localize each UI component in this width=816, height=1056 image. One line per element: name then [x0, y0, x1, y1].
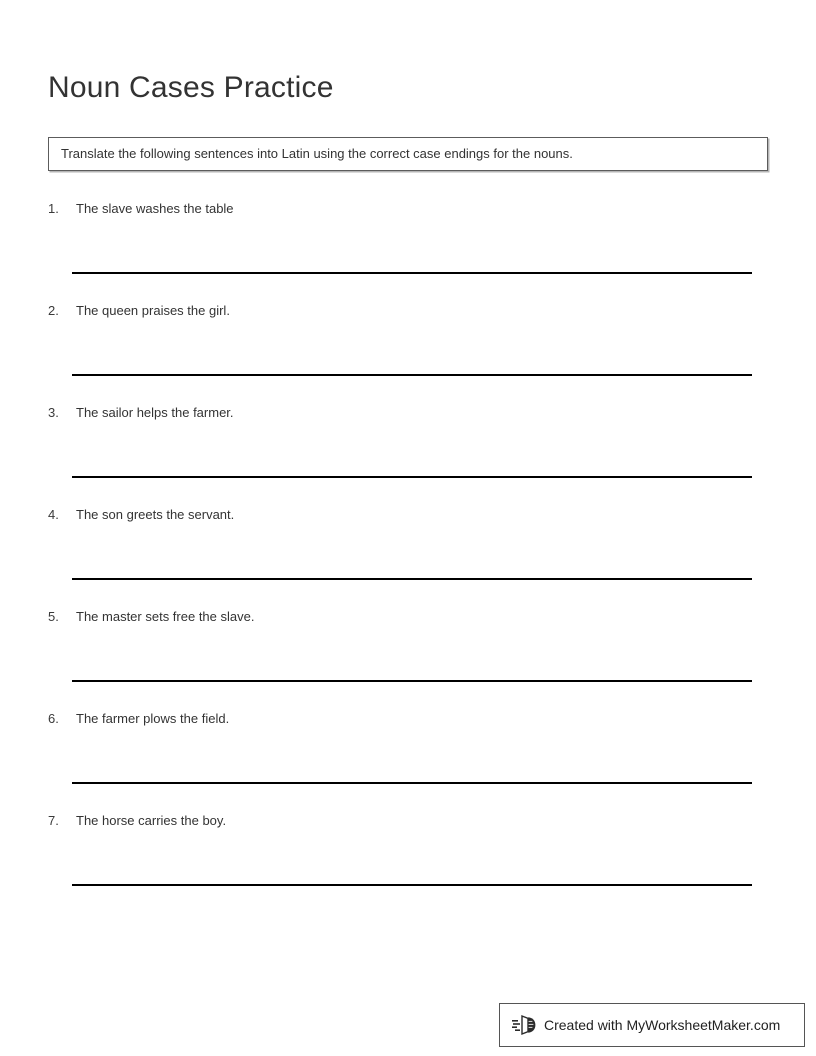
question-text: The sailor helps the farmer. — [76, 405, 234, 420]
question-item — [48, 812, 768, 914]
question-row — [48, 812, 768, 830]
answer-line[interactable] — [72, 272, 752, 274]
question-number: 3. — [48, 405, 59, 420]
question-number: 6. — [48, 711, 59, 726]
question-text: The slave washes the table — [76, 201, 234, 216]
page-title: Noun Cases Practice — [48, 71, 334, 105]
question-item — [48, 404, 768, 506]
question-row — [48, 404, 768, 422]
instruction-box — [48, 137, 768, 171]
question-text: The queen praises the girl. — [76, 303, 230, 318]
created-with-label: Created with MyWorksheetMaker.com — [544, 1017, 781, 1033]
question-item — [48, 608, 768, 710]
question-row — [48, 710, 768, 728]
question-list — [48, 200, 768, 914]
question-text: The horse carries the boy. — [76, 813, 227, 828]
question-item — [48, 200, 768, 302]
created-with-badge[interactable] — [499, 1003, 805, 1047]
question-row — [48, 200, 768, 218]
question-text: The son greets the servant. — [76, 507, 235, 522]
question-row — [48, 506, 768, 524]
question-item — [48, 302, 768, 404]
question-item — [48, 710, 768, 812]
answer-line[interactable] — [72, 782, 752, 784]
question-number: 1. — [48, 201, 59, 216]
question-item — [48, 506, 768, 608]
answer-line[interactable] — [72, 884, 752, 886]
answer-line[interactable] — [72, 476, 752, 478]
question-row — [48, 608, 768, 626]
question-text: The master sets free the slave. — [76, 609, 255, 624]
answer-line[interactable] — [72, 374, 752, 376]
question-number: 2. — [48, 303, 59, 318]
answer-line[interactable] — [72, 578, 752, 580]
question-text: The farmer plows the field. — [76, 711, 230, 726]
worksheet-maker-logo-icon — [512, 1014, 538, 1036]
question-row — [48, 302, 768, 320]
answer-line[interactable] — [72, 680, 752, 682]
question-number: 4. — [48, 507, 59, 522]
instruction-text: Translate the following sentences into Latin using the correct case endings for the nouns. — [61, 146, 573, 161]
question-number: 5. — [48, 609, 59, 624]
question-number: 7. — [48, 813, 59, 828]
